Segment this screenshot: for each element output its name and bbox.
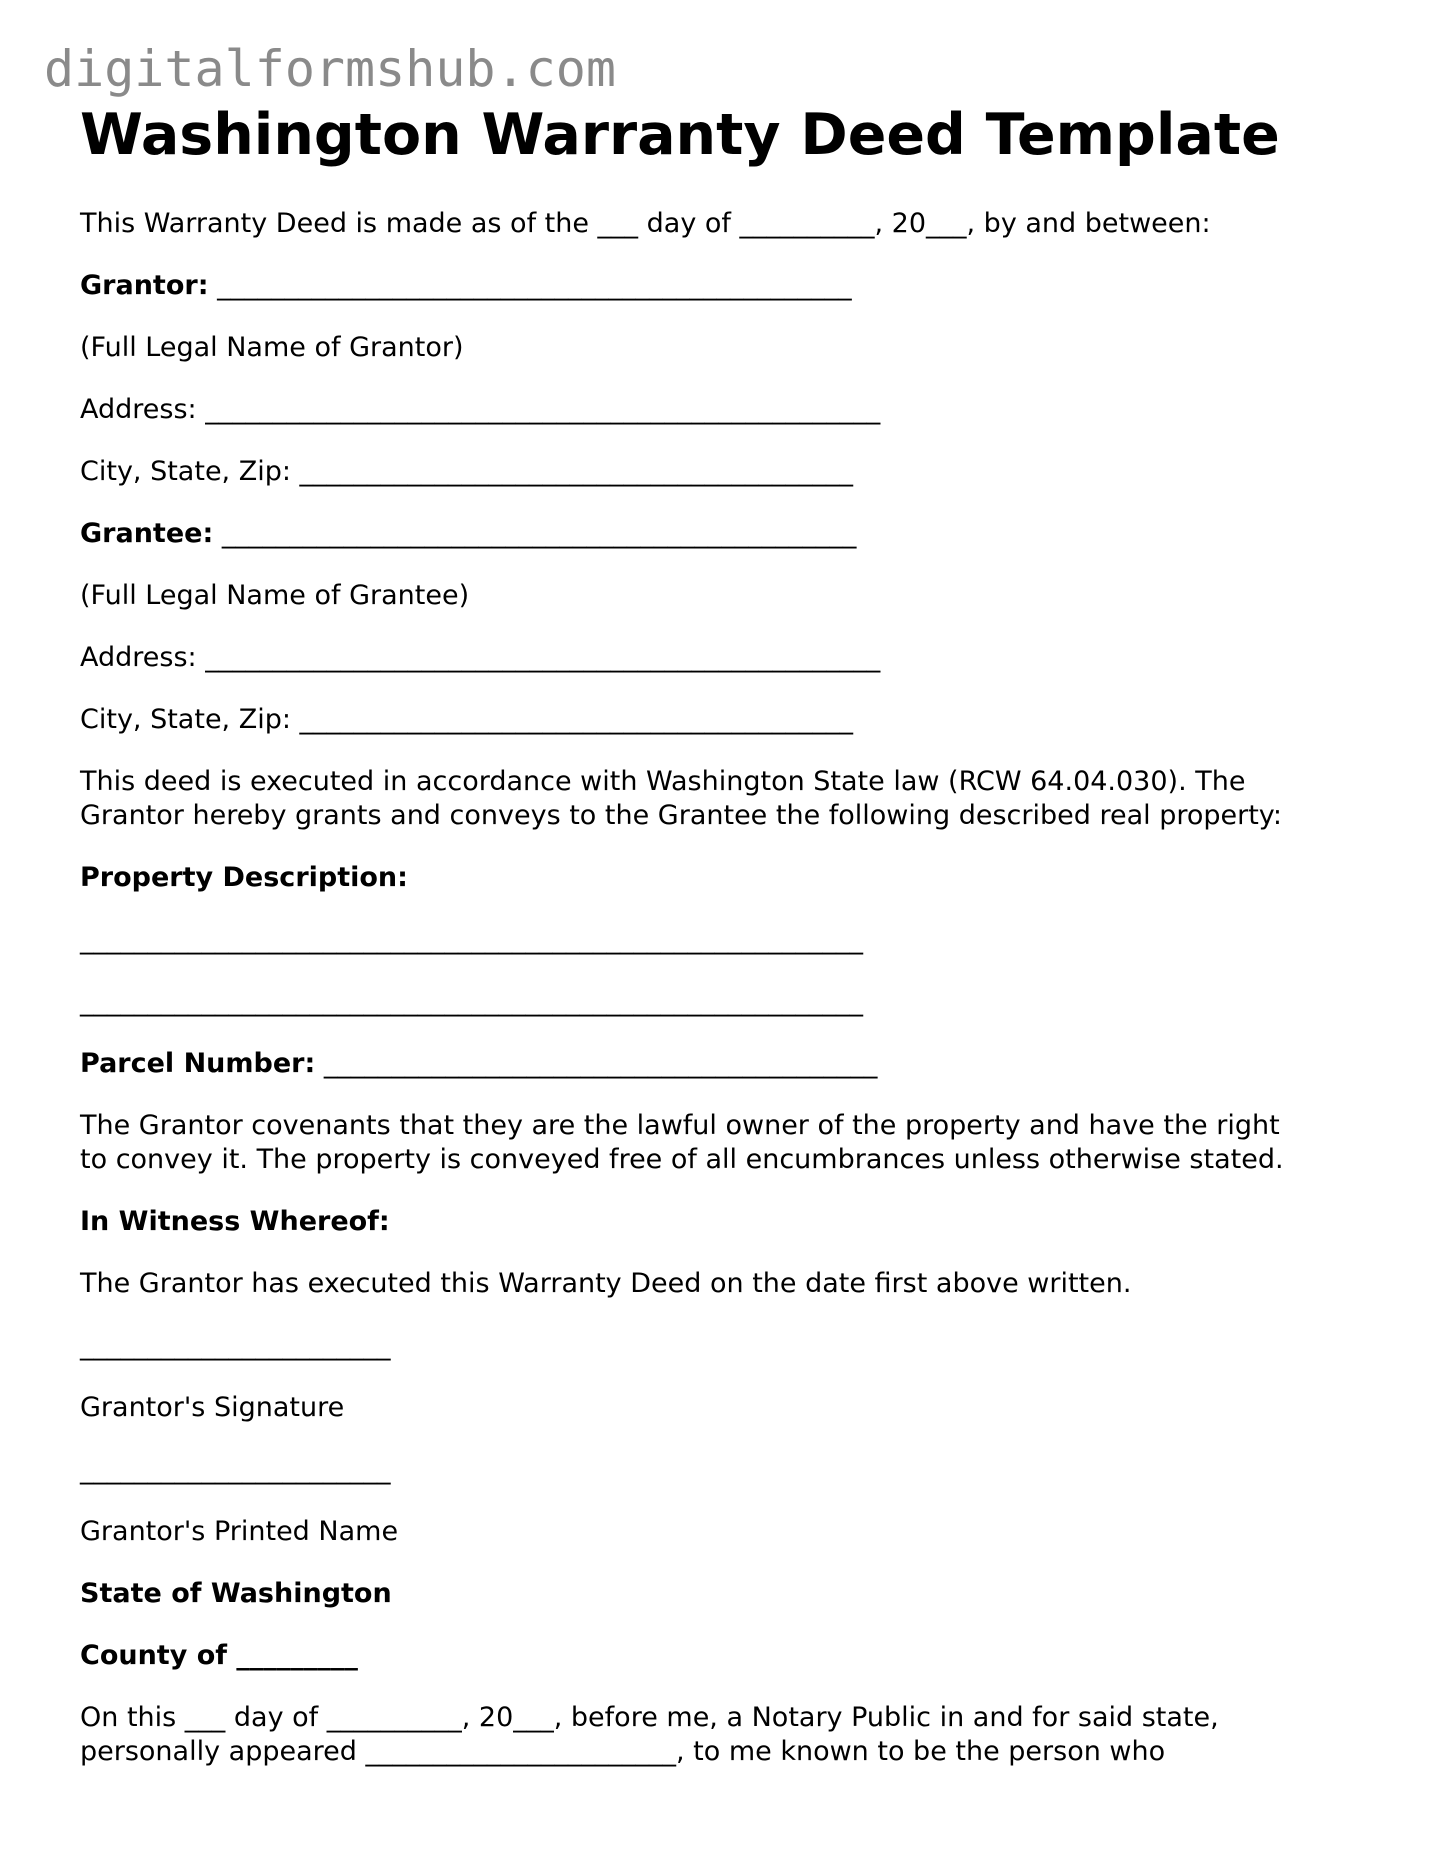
covenant-line-2: to convey it. The property is conveyed free of all encumbrances unless otherwise stated. bbox=[80, 1144, 1284, 1175]
property-description-line-1: __________________________________________________________ bbox=[80, 924, 863, 955]
witness-heading: In Witness Whereof: bbox=[80, 1206, 390, 1237]
parcel-number-label: Parcel Number: bbox=[80, 1048, 316, 1079]
grantee-blank: _______________________________________________ bbox=[221, 518, 857, 549]
grantee-field bbox=[80, 517, 856, 551]
grantor-city-state-zip: City, State, Zip: _________________________________________ bbox=[80, 456, 854, 487]
signature-line: _______________________ bbox=[80, 1330, 391, 1361]
grantor-note: (Full Legal Name of Grantor) bbox=[80, 332, 464, 363]
grantee-address: Address: __________________________________________________ bbox=[80, 642, 881, 673]
covenant-line-1: The Grantor covenants that they are the lawful owner of the property and have the right bbox=[80, 1110, 1280, 1141]
page-title: Washington Warranty Deed Template bbox=[80, 102, 1280, 168]
parcel-number-field bbox=[80, 1047, 877, 1081]
intro-text: This Warranty Deed is made as of the ___ day of __________, 20___, by and between: bbox=[80, 208, 1211, 239]
property-description-heading: Property Description: bbox=[80, 862, 408, 893]
grantee-city-state-zip: City, State, Zip: _________________________________________ bbox=[80, 704, 854, 735]
grantor-field bbox=[80, 269, 852, 303]
printed-name-line: _______________________ bbox=[80, 1454, 391, 1485]
notary-state: State of Washington bbox=[80, 1578, 392, 1609]
notary-line-1: On this ___ day of __________, 20___, before me, a Notary Public in and for said state, bbox=[80, 1702, 1219, 1733]
notary-county: County of _________ bbox=[80, 1640, 358, 1671]
grantor-address: Address: __________________________________________________ bbox=[80, 394, 881, 425]
grantor-blank: _______________________________________________ bbox=[217, 270, 852, 301]
grantor-label: Grantor: bbox=[80, 270, 209, 301]
signature-label: Grantor's Signature bbox=[80, 1392, 345, 1423]
printed-name-label: Grantor's Printed Name bbox=[80, 1516, 399, 1547]
grantee-note: (Full Legal Name of Grantee) bbox=[80, 580, 470, 611]
executed-line-1: This deed is executed in accordance with Washington State law (RCW 64.04.030). The bbox=[80, 766, 1246, 797]
watermark: digitalformshub.com bbox=[44, 40, 616, 98]
executed-line-2: Grantor hereby grants and conveys to the Grantee the following described real property: bbox=[80, 800, 1282, 831]
notary-line-2: personally appeared _______________________, to me known to be the person who bbox=[80, 1736, 1166, 1767]
witness-text: The Grantor has executed this Warranty Deed on the date first above written. bbox=[80, 1268, 1132, 1299]
parcel-number-blank: _________________________________________ bbox=[323, 1048, 878, 1079]
property-description-line-2: __________________________________________________________ bbox=[80, 986, 863, 1017]
grantee-label: Grantee: bbox=[80, 518, 214, 549]
